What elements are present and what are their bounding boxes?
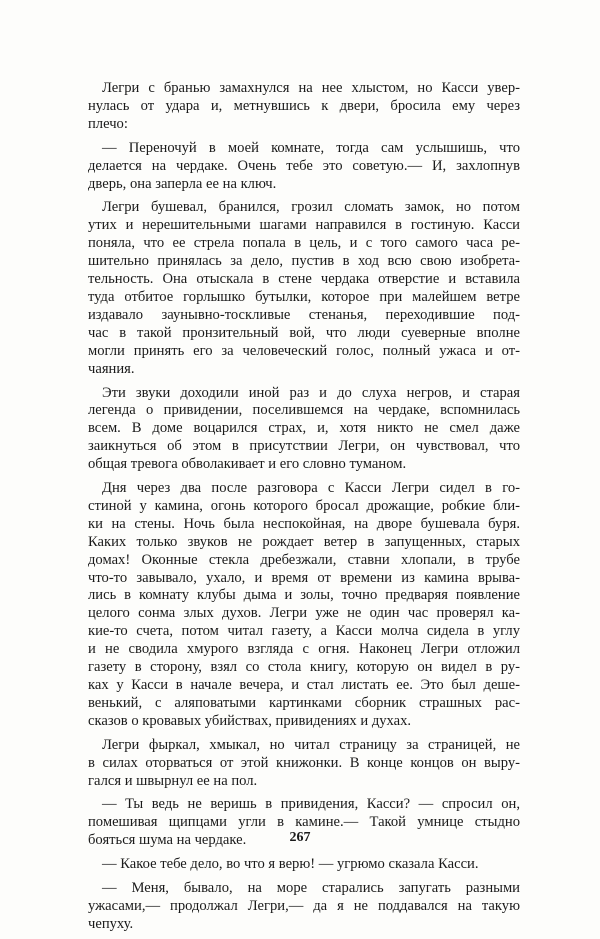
text-line: стиной у камина, огонь которого бросал дрожащие, робкие бли-	[88, 497, 520, 514]
text-line: — Переночуй в моей комнате, тогда сам услышишь, что	[102, 139, 520, 156]
text-line: венький, с аляповатыми картинками сборник страшных рас-	[88, 694, 520, 711]
text-line: Легри фыркал, хмыкал, но читал страницу за страницей, не	[102, 736, 520, 753]
text-line: помешивая щипцами угли в камине.— Такой умнице стыдно	[88, 814, 520, 831]
text-line: гался и швырнул ее на пол.	[88, 772, 258, 789]
paragraph	[88, 140, 520, 194]
text-line: — Меня, бывало, на море старались запугать разными	[102, 880, 520, 897]
text-line: чепуху.	[88, 915, 134, 932]
text-line: — Ты ведь не веришь в привидения, Касси? — спросил он,	[102, 796, 520, 813]
text-line: тельность. Она отыскала в стене чердака отверстие и вставила	[88, 271, 520, 288]
text-line: домах! Оконные стекла дребезжали, ставни хлопали, в трубе	[88, 551, 520, 568]
text-line: поняла, что ее стрела попала в цель, и с того самого часа ре-	[88, 235, 520, 252]
paragraph	[88, 385, 520, 475]
text-line: что-то завывало, ухало, и время от времени из камина врыва-	[88, 569, 520, 586]
text-line: Легри с бранью замахнулся на нее хлыстом, но Касси увер-	[102, 80, 520, 96]
text-line: в силах оторваться от этой книжонки. В конце концов он выру-	[88, 754, 520, 771]
text-line: лись в комнату клубы дыма и золы, точно предваряя появление	[88, 587, 520, 604]
text-line: нулась от удара и, метнувшись к двери, бросила ему через	[88, 97, 520, 114]
text-line: шительно принялась за дело, пустив в ход всю свою изобрета-	[88, 253, 520, 270]
text-line: дверь, она заперла ее на ключ.	[88, 175, 277, 192]
body-text	[88, 80, 520, 934]
text-line: час в такой пронзительный вой, что люди суеверные вполне	[88, 324, 520, 341]
page-number: 267	[289, 830, 311, 845]
text-line: издавало заунывно-тоскливые стенанья, переходившие под-	[88, 306, 520, 323]
text-line: ках у Касси в начале вечера, и стал листать ее. Это был деше-	[88, 677, 520, 693]
text-line: заикнуться об этом в присутствии Легри, он чувствовал, что	[88, 438, 520, 455]
text-line: общая тревога обволакивает и его словно туманом.	[88, 456, 407, 473]
paragraph	[88, 737, 520, 791]
text-line: сказов о кровавых убийствах, привидениях и духах.	[88, 712, 412, 729]
text-line: делается на чердаке. Очень тебе это советую.— И, захлопнув	[88, 157, 520, 174]
text-line: Каких только звуков не рождает ветер в запущенных, старых	[88, 533, 520, 550]
text-line: Эти звуки доходили иной раз и до слуха негров, и старая	[102, 384, 520, 401]
text-line: Дня через два после разговора с Касси Легри сидел в го-	[102, 480, 520, 497]
text-line: и не сводила хмурого взгляда с огня. Наконец Легри отложил	[88, 641, 520, 658]
paragraph	[88, 880, 520, 934]
text-line: плечо:	[88, 115, 128, 132]
text-line: кие-то счета, потом читал газету, а Касси молча сидела в углу	[88, 623, 520, 640]
text-line: ки на стены. Ночь была неспокойная, на дворе бушевала буря.	[88, 515, 520, 532]
paragraph	[88, 856, 520, 874]
text-line: Легри бушевал, бранился, грозил сломать замок, но потом	[102, 199, 520, 216]
text-line: целого сонма злых духов. Легри уже не один час проверял ка-	[88, 605, 520, 622]
text-line: ужасами,— продолжал Легри,— да я не поддавался на такую	[88, 897, 520, 914]
text-line: газету в сторону, взял со стола книгу, которую он видел в ру-	[88, 659, 520, 676]
text-line: бояться шума на чердаке.	[88, 832, 247, 849]
text-line: легенда о привидении, поселившемся на чердаке, вспомнилась	[88, 402, 520, 419]
text-line: чаяния.	[88, 360, 135, 377]
paragraph	[88, 80, 520, 134]
text-line: могли принять его за человеческий голос, полный ужаса и от-	[88, 342, 520, 359]
text-line: всем. В доме воцарился страх, и, хотя никто не смел даже	[88, 420, 520, 437]
paragraph	[88, 199, 520, 378]
paragraph	[88, 480, 520, 731]
text-line: утих и нерешительными шагами направился в гостиную. Касси	[88, 217, 520, 234]
text-line: — Какое тебе дело, во что я верю! — угрюмо сказала Касси.	[102, 856, 479, 873]
text-line: туда отбитое горлышко бутылки, которое при малейшем ветре	[88, 288, 520, 305]
